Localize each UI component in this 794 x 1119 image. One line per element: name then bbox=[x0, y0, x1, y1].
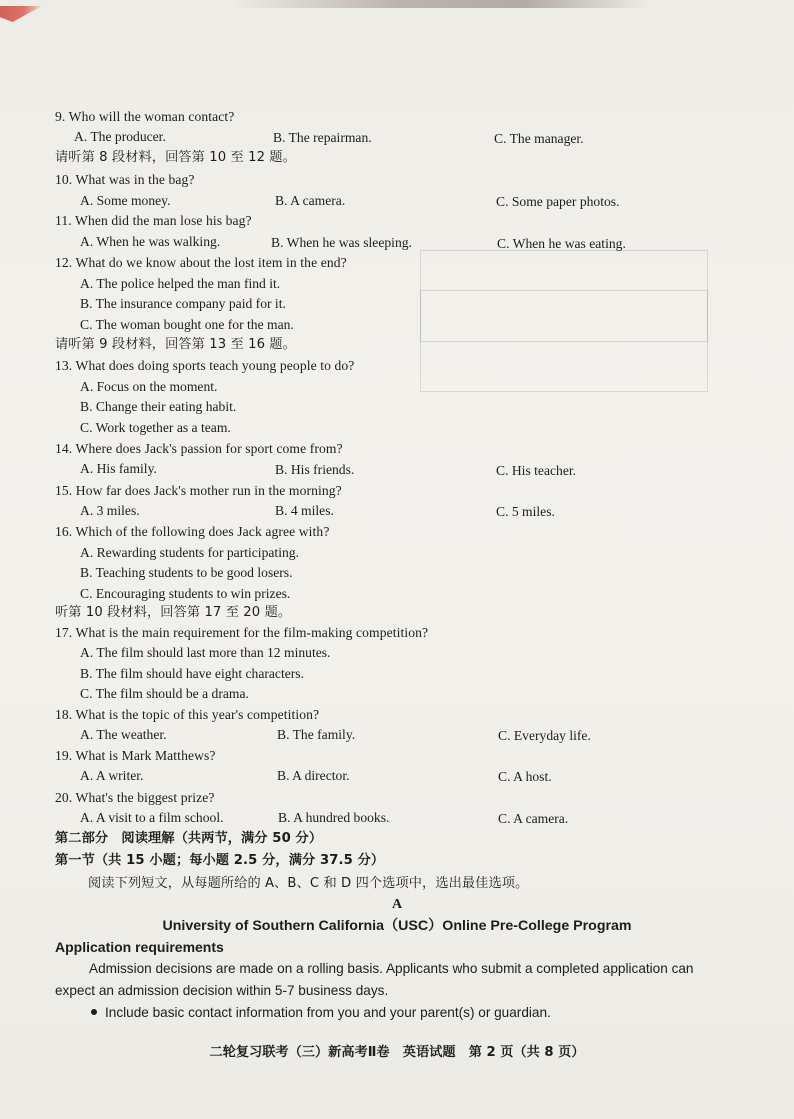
q14-option-a: A. His family. bbox=[80, 461, 157, 476]
q19-option-a: A. A writer. bbox=[80, 768, 144, 783]
q17-option-c: C. The film should be a drama. bbox=[80, 686, 249, 701]
q19-option-b: B. A director. bbox=[277, 768, 350, 783]
q10-option-c: C. Some paper photos. bbox=[496, 194, 620, 209]
question-20: 20. What's the biggest prize? bbox=[55, 790, 215, 805]
q13-option-c: C. Work together as a team. bbox=[80, 420, 231, 435]
q15-option-b: B. 4 miles. bbox=[275, 503, 334, 518]
q11-option-a: A. When he was walking. bbox=[80, 234, 221, 249]
passage-title: University of Southern California（USC）Online Pre-College Program bbox=[162, 918, 632, 934]
question-13: 13. What does doing sports teach young people to do? bbox=[55, 358, 355, 373]
bullet-text: Include basic contact information from you and your parent(s) or guardian. bbox=[105, 1005, 551, 1020]
bullet-contact-info bbox=[91, 1002, 731, 1024]
q20-option-c: C. A camera. bbox=[498, 811, 569, 826]
q12-option-b: B. The insurance company paid for it. bbox=[80, 296, 286, 311]
q18-option-b: B. The family. bbox=[277, 727, 356, 742]
q19-option-c: C. A host. bbox=[498, 769, 552, 784]
q13-option-a: A. Focus on the moment. bbox=[80, 379, 218, 394]
q13-option-b: B. Change their eating habit. bbox=[80, 399, 237, 414]
question-10: 10. What was in the bag? bbox=[55, 172, 195, 187]
q18-option-c: C. Everyday life. bbox=[498, 728, 591, 743]
q15-option-a: A. 3 miles. bbox=[80, 503, 140, 518]
q16-option-a: A. Rewarding students for participating. bbox=[80, 545, 299, 560]
q12-option-a: A. The police helped the man find it. bbox=[80, 276, 281, 291]
instruction-segment-9: 请听第 9 段材料，回答第 13 至 16 题。 bbox=[55, 337, 296, 352]
part2-heading: 第二部分 阅读理解（共两节，满分 50 分） bbox=[55, 831, 323, 846]
q16-option-b: B. Teaching students to be good losers. bbox=[80, 565, 293, 580]
q15-option-c: C. 5 miles. bbox=[496, 504, 555, 519]
question-15: 15. How far does Jack's mother run in the morning? bbox=[55, 483, 342, 498]
q18-option-a: A. The weather. bbox=[80, 727, 167, 742]
q9-option-c: C. The manager. bbox=[494, 131, 584, 146]
question-19: 19. What is Mark Matthews? bbox=[55, 748, 216, 763]
question-16: 16. Which of the following does Jack agree with? bbox=[55, 524, 330, 539]
q20-option-b: B. A hundred books. bbox=[278, 810, 390, 825]
question-9: 9. Who will the woman contact? bbox=[55, 109, 235, 124]
question-18: 18. What is the topic of this year's competition? bbox=[55, 707, 320, 722]
passage-letter: A bbox=[391, 897, 403, 912]
q17-option-b: B. The film should have eight characters. bbox=[80, 666, 304, 681]
q9-option-b: B. The repairman. bbox=[273, 130, 372, 145]
bullet-dot bbox=[91, 1009, 97, 1015]
question-14: 14. Where does Jack's passion for sport come from? bbox=[55, 441, 343, 456]
section1-heading: 第一节（共 15 小题；每小题 2.5 分，满分 37.5 分） bbox=[55, 853, 385, 868]
question-12: 12. What do we know about the lost item in the end? bbox=[55, 255, 347, 270]
q20-option-a: A. A visit to a film school. bbox=[80, 810, 224, 825]
q9-option-a: A. The producer. bbox=[74, 129, 166, 144]
q17-option-a: A. The film should last more than 12 minutes. bbox=[80, 645, 331, 660]
question-17: 17. What is the main requirement for the film-making competition? bbox=[55, 625, 429, 640]
q10-option-b: B. A camera. bbox=[275, 193, 346, 208]
page-footer: 二轮复习联考（三）新高考Ⅱ卷 英语试题 第 2 页（共 8 页） bbox=[209, 1045, 585, 1060]
q11-option-c: C. When he was eating. bbox=[497, 236, 626, 251]
q16-option-c: C. Encouraging students to win prizes. bbox=[80, 586, 291, 601]
q12-option-c: C. The woman bought one for the man. bbox=[80, 317, 294, 332]
q14-option-c: C. His teacher. bbox=[496, 463, 577, 478]
admission-paragraph: Admission decisions are made on a rolling basis. Applicants who submit a completed application can expect an admission decision within 5-7 business days. bbox=[55, 961, 694, 998]
q14-option-b: B. His friends. bbox=[275, 462, 355, 477]
question-11: 11. When did the man lose his bag? bbox=[55, 213, 252, 228]
instruction-segment-10: 听第 10 段材料，回答第 17 至 20 题。 bbox=[55, 605, 292, 620]
reading-directions: 阅读下列短文，从每题所给的 A、B、C 和 D 四个选项中，选出最佳选项。 bbox=[88, 876, 529, 891]
instruction-segment-8: 请听第 8 段材料，回答第 10 至 12 题。 bbox=[55, 150, 296, 165]
q10-option-a: A. Some money. bbox=[80, 193, 171, 208]
application-requirements-heading: Application requirements bbox=[55, 939, 224, 955]
q11-option-b: B. When he was sleeping. bbox=[271, 235, 412, 250]
